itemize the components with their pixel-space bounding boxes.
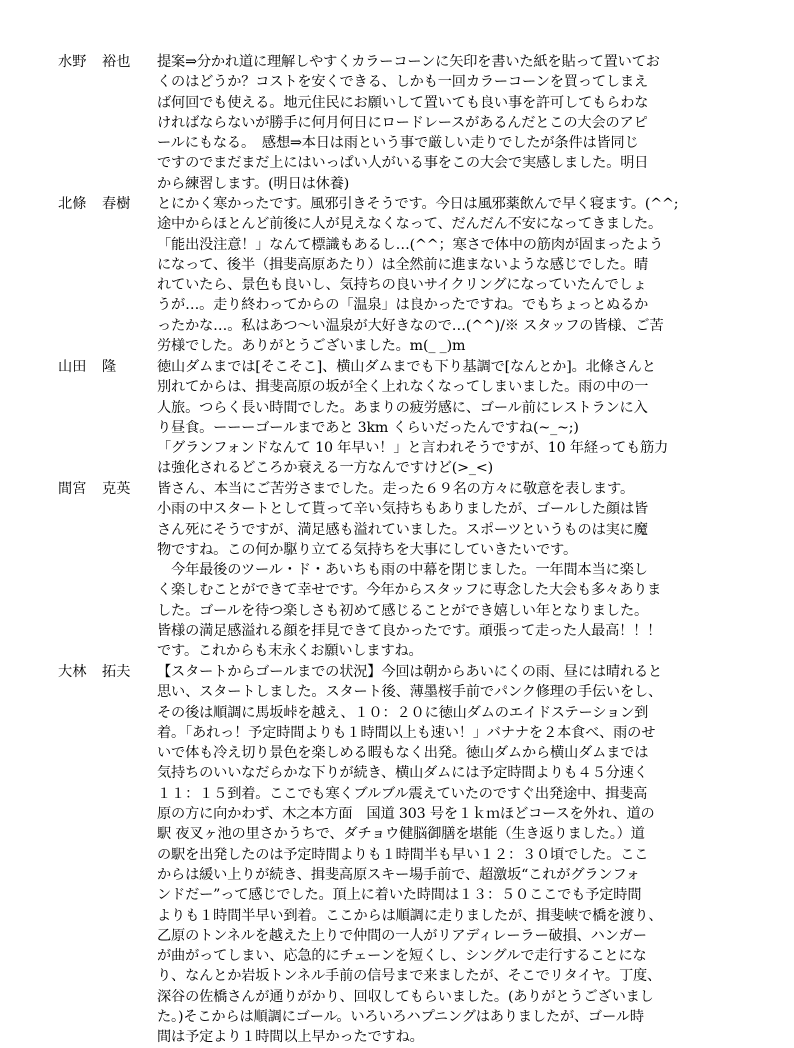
author-surname: 間宮 xyxy=(58,481,87,497)
text-line: の駅を出発したのは予定時間よりも１時間半も早い１２：３０頃でした。ここ xyxy=(157,846,649,863)
author-given-name: 拓夫 xyxy=(102,664,131,680)
text-line: さん死にそうですが、満足感も溢れていました。スポーツというものは実に魔 xyxy=(157,521,648,538)
text-line: ールにもなる。 感想⇒本日は雨という事で厳しい走りでしたが条件は皆同じ xyxy=(157,135,639,152)
text-line: ば何回でも使える。地元住民にお願いして置いても良い事を許可してもらわな xyxy=(157,94,649,111)
text-line: が曲がってしまい、応急的にチェーンを短くし、シングルで走行することにな xyxy=(157,948,647,965)
author-given-name: 裕也 xyxy=(102,54,131,70)
text-line: １１：１５到着。ここでも寒くブルブル震えていたのですぐ出発途中、揖斐高 xyxy=(157,785,648,802)
author-name xyxy=(58,194,154,214)
author-name xyxy=(58,357,154,377)
text-line: 着。「あれっ！予定時間よりも１時間以上も速い！」バナナを２本食べ、雨のせ xyxy=(157,724,656,741)
text-line: です。これからも末永くお願いしますね。 xyxy=(157,643,423,660)
text-line: り昼食。ーーーゴールまであと 3km くらいだったんですね(~_~;) xyxy=(157,419,579,436)
text-line: とにかく寒かったです。風邪引きそうです。今日は風邪薬飲んで早く寝ます。(^^; xyxy=(157,196,679,212)
text-line: 徳山ダムまでは[そこそこ]、横山ダムまでも下り基調で[なんとか]。北條さんと xyxy=(157,359,656,375)
text-line: 「グランフォンドなんて 10 年早い！」と言われそうですが、10 年経っても筋力 xyxy=(157,440,669,457)
text-line: うが…。走り終わってからの「温泉」は良かったですね。でもちょっとぬるか xyxy=(157,297,649,314)
text-line: からは緩い上りが続き、揖斐高原スキー場手前で、超激坂“これがグランフォ xyxy=(157,866,640,883)
text-line: 乙原のトンネルを越えた上りで仲間の一人がリアディレーラー破損、ハンガー xyxy=(157,927,647,944)
text-line: ンドだー”って感じでした。頂上に着いた時間は１３：５０ここでも予定時間 xyxy=(157,887,642,904)
text-line: 人旅。つらく長い時間でした。あまりの疲労感に、ゴール前にレストランに入 xyxy=(157,399,648,416)
text-line: ければならないが勝手に何月何日にロードレースがあるんだとこの大会のアピ xyxy=(157,114,648,131)
text-line: いで体も冷え切り景色を楽しめる暇もなく出発。徳山ダムから横山ダムまでは xyxy=(157,745,649,762)
author-surname: 北條 xyxy=(58,196,87,212)
author-name xyxy=(58,479,154,499)
text-line: 原の方に向かわず、木之本方面 国道 303 号を１ｋｍほどコースを外れ、道の xyxy=(157,806,655,823)
author-name xyxy=(58,52,154,72)
text-line: 駅 夜叉ヶ池の里さかうちで、ダチョウ健脳御膳を堪能（生き返りました。）道 xyxy=(157,826,645,843)
author-surname: 大林 xyxy=(58,664,87,680)
comment-text xyxy=(157,357,752,479)
text-line: 小雨の中スタートとして貰って辛い気持ちもありましたが、ゴールした顔は皆 xyxy=(157,501,649,518)
text-line: 労様でした。ありがとうございました。m(_ _)m xyxy=(157,338,466,355)
text-line: 【スタートからゴールまでの状況】今回は朝からあいにくの雨、昼には晴れると xyxy=(157,664,663,680)
text-line: り、なんとか岩坂トンネル手前の信号まで来ましたが、そこでリタイヤ。丁度、 xyxy=(157,968,662,985)
text-line: その後は順調に馬坂峠を越え、１０：２０に徳山ダムのエイドステーション到 xyxy=(157,704,649,721)
text-line: 気持ちのいいなだらかな下りが続き、横山ダムには予定時間よりも４５分速く xyxy=(157,765,648,782)
text-line: になって、後半（揖斐高原あたり）は全然前に進まないような感じでした。晴 xyxy=(157,256,649,273)
text-line: 途中からほとんど前後に人が見えなくなって、だんだん不安になってきました。 xyxy=(157,216,663,233)
author-surname: 山田 xyxy=(58,359,87,375)
text-line: よりも１時間半早い到着。ここからは順調に走りましたが、揖斐峡で橋を渡り、 xyxy=(157,907,663,924)
text-line: 皆さん、本当にご苦労さまでした。走った６９名の方々に敬意を表します。 xyxy=(157,481,634,497)
text-line: 今年最後のツール・ド・あいちも雨の中幕を閉じました。一年間本当に楽し xyxy=(157,562,648,579)
text-line: した。ゴールを待つ楽しさも初めて感じることができ嬉しい年となりました。 xyxy=(157,602,649,619)
text-line: 深谷の佐橋さんが通りがかり、回収してもらいました。(ありがとうございまし xyxy=(157,988,654,1005)
text-line: 思い、スタートしました。スタート後、薄墨桜手前でパンク修理の手伝いをし、 xyxy=(157,684,663,701)
author-given-name: 隆 xyxy=(102,359,117,375)
text-line: は強化されるどころか衰える一方なんですけど(>_<) xyxy=(157,460,493,477)
text-line: ですのでまだまだ上にはいっぱい人がいる事をこの大会で実感しました。明日 xyxy=(157,155,649,172)
text-line: ったかな…。私はあつ～い温泉が大好きなので…(^^)/※ スタッフの皆様、ご苦 xyxy=(157,317,664,334)
text-line: れていたら、景色も良いし、気持ちの良いサイクリングになっていたんでしょ xyxy=(157,277,647,294)
text-line: から練習します。(明日は休養) xyxy=(157,175,350,192)
comment-text xyxy=(157,194,752,356)
author-name xyxy=(58,662,154,682)
text-line: 物ですね。この何か駆り立てる気持ちを大事にしていきたいです。 xyxy=(157,541,577,558)
text-line: 提案⇒分かれ道に理解しやすくカラーコーンに矢印を書いた紙を貼って置いてお xyxy=(157,54,660,70)
text-line: 「能出没注意！」なんて標識もあるし…(^^；寒さで体中の筋肉が固まったよう xyxy=(157,236,664,253)
author-given-name: 克英 xyxy=(102,481,131,497)
comment-text xyxy=(157,662,752,1048)
text-line: くのはどうか？コストを安くできる、しかも一回カラーコーンを買ってしまえ xyxy=(157,74,649,91)
author-surname: 水野 xyxy=(58,54,87,70)
text-line: 皆様の満足感溢れる顔を拝見できて良かったです。頑張って走った人最高！！！ xyxy=(157,623,662,640)
author-given-name: 春樹 xyxy=(102,196,131,212)
text-line: 間は予定より１時間以上早かったですね。 xyxy=(157,1029,424,1046)
text-line: 別れてからは、揖斐高原の坂が全く上れなくなってしまいました。雨の中の一 xyxy=(157,379,649,396)
text-line: く楽しむことができて幸せです。今年からスタッフに専念した大会も多々ありま xyxy=(157,582,662,599)
text-line: た。)そこからは順調にゴール。いろいろハプニングはありましたが、ゴール時 xyxy=(157,1009,644,1026)
comment-text xyxy=(157,52,752,194)
comment-text xyxy=(157,479,752,662)
